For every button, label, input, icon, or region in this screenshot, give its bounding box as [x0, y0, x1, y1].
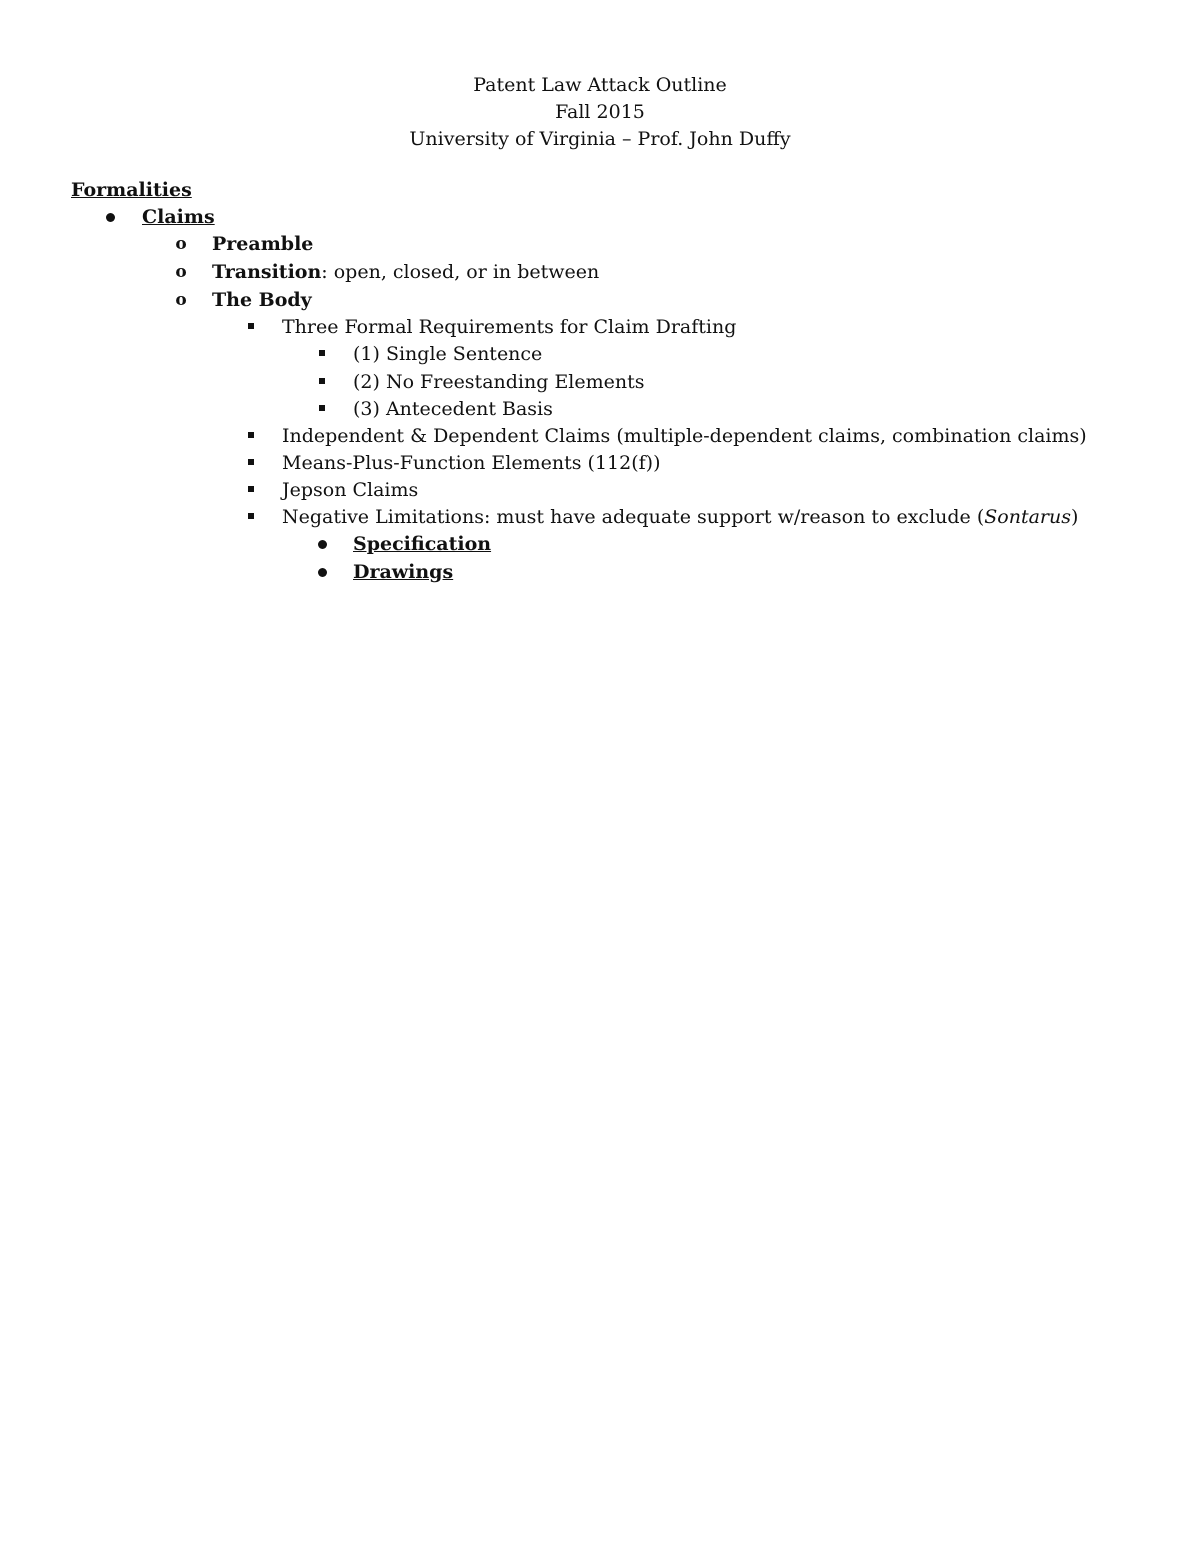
outline-item-three-formal-requirements: Three Formal Requirements for Claim Drafting	[282, 316, 737, 338]
document-term: Fall 2015	[555, 101, 645, 123]
outline-item-requirement-1: (1) Single Sentence	[353, 343, 543, 365]
outline-item-requirement-2: (2) No Freestanding Elements	[353, 371, 645, 393]
bullet-square	[241, 423, 261, 450]
bullet-square	[312, 341, 332, 368]
outline-item-the-body: The Body	[212, 289, 312, 311]
bullet-square	[241, 314, 261, 341]
outline-item-requirement-3: (3) Antecedent Basis	[353, 398, 553, 420]
bullet-circle: o	[175, 234, 187, 254]
document-title: Patent Law Attack Outline	[473, 74, 727, 96]
bullet-circle: o	[175, 262, 187, 282]
outline-item-independent-dependent: Independent & Dependent Claims (multiple-dependent claims, combination claims)	[282, 425, 1087, 447]
document-header	[0, 72, 1200, 153]
bullet-dot	[312, 559, 332, 586]
bullet-dot	[100, 204, 120, 231]
outline-item-means-plus-function: Means-Plus-Function Elements (112(f))	[282, 452, 661, 474]
transition-text: : open, closed, or in between	[321, 261, 600, 283]
bullet-square	[241, 504, 261, 531]
document-school: University of Virginia – Prof. John Duffy	[409, 128, 791, 150]
negative-limitations-case: Sontarus	[984, 506, 1071, 528]
outline-item-transition	[212, 259, 599, 286]
bullet-square	[241, 477, 261, 504]
negative-limitations-text: Negative Limitations: must have adequate support w/reason to exclude (	[282, 506, 985, 528]
bullet-dot	[312, 531, 332, 558]
section-heading-formalities: Formalities	[71, 179, 192, 201]
transition-label: Transition	[212, 261, 322, 283]
outline-item-preamble: Preamble	[212, 233, 314, 255]
negative-limitations-close: )	[1070, 506, 1079, 528]
outline-item-negative-limitations	[282, 504, 1078, 531]
bullet-square	[241, 450, 261, 477]
outline-item-specification: Specification	[353, 533, 492, 555]
bullet-square	[312, 369, 332, 396]
outline-item-claims: Claims	[142, 206, 215, 228]
bullet-square	[312, 396, 332, 423]
outline-item-jepson-claims: Jepson Claims	[282, 479, 419, 501]
outline-item-drawings: Drawings	[353, 561, 454, 583]
bullet-circle: o	[175, 290, 187, 310]
